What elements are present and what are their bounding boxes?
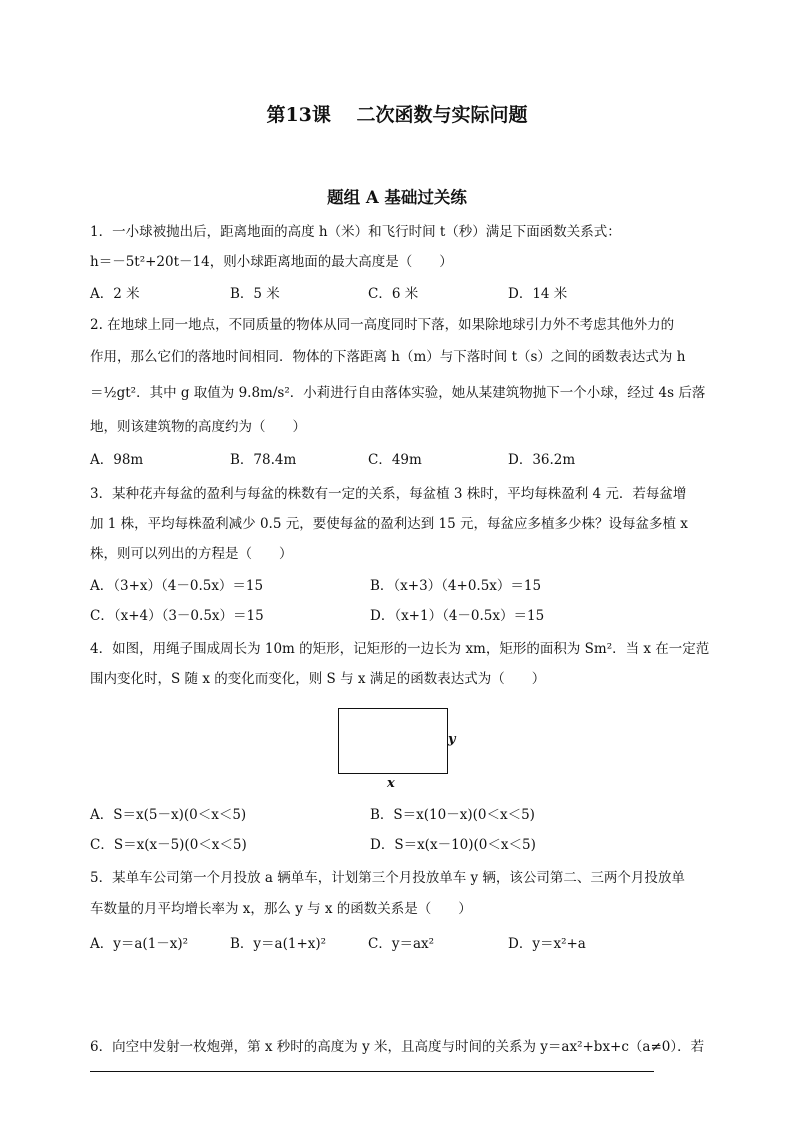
q6-stem-line1: 6．向空中发射一枚炮弹，第 x 秒时的高度为 y 米，且高度与时间的关系为 y＝ax²+bx+c（a≠0）．若 [90,1039,705,1055]
q5-stem-line1: 5．某单车公司第一个月投放 a 辆单车，计划第三个月投放单车 y 辆，该公司第二、三两个月投放单 [90,870,685,886]
q3-stem-line2: 加 1 株，平均每株盈利减少 0.5 元，要使每盆的盈利达到 15 元，每盆应多植多少株？设每盆多植 x [90,516,688,532]
q1-stem-line1: 1．一小球被抛出后，距离地面的高度 h（米）和飞行时间 t（秒）满足下面函数关系式： [90,224,621,240]
figure-side-label: y [448,732,456,747]
lesson-title: 第13课 二次函数与实际问题 [266,104,528,126]
q4-stem-line1: 4．如图，用绳子围成周长为 10m 的矩形，记矩形的一边长为 xm，矩形的面积为 Sm²．当 x 在一定范 [90,641,710,657]
q1-stem-line2: h＝－5t²+20t－14，则小球距离地面的最大高度是（ ） [90,254,453,270]
q1-option-d: D．14 米 [508,286,568,302]
figure-bottom-label: x [387,776,395,791]
q4-option-d: D．S＝x(x－10)(0＜x＜5) [370,837,536,853]
q2-option-c: C．49m [368,452,422,468]
q1-option-c: C．6 米 [368,286,419,302]
q3-stem-line1: 3．某种花卉每盆的盈利与每盆的株数有一定的关系，每盆植 3 株时，平均每株盈利 4 元．若每盆增 [90,486,687,502]
q5-stem-line2: 车数量的月平均增长率为 x，那么 y 与 x 的函数关系是（ ） [90,901,472,917]
q3-option-c: C．（x+4）（3－0.5x）＝15 [90,608,264,624]
q5-option-d: D．y＝x²+a [508,936,586,952]
q2-option-a: A．98m [90,452,144,468]
q5-option-c: C．y＝ax² [368,936,435,952]
q2-option-d: D．36.2m [508,452,576,468]
q2-stem-line3: ＝½gt²．其中 g 取值为 9.8m/s²．小莉进行自由落体实验，她从某建筑物抛下一个小球，经过 4s 后落 [90,385,706,401]
q3-option-d: D．（x+1）（4－0.5x）＝15 [370,608,545,624]
q4-option-b: B．S＝x(10－x)(0＜x＜5) [370,807,535,823]
q2-stem-line2: 作用，那么它们的落地时间相同．物体的下落距离 h（m）与下落时间 t（s）之间的函数表达式为 h [90,349,686,365]
q4-option-c: C．S＝x(x－5)(0＜x＜5) [90,837,247,853]
q4-stem-line2: 围内变化时，S 随 x 的变化而变化，则 S 与 x 满足的函数表达式为（ ） [90,671,546,687]
rectangle-figure [338,708,448,774]
q1-option-a: A．2 米 [90,286,140,302]
group-title: 题组 A 基础过关练 [327,188,467,207]
q4-option-a: A．S＝x(5－x)(0＜x＜5) [90,807,247,823]
q3-option-b: B．（x+3）（4+0.5x）＝15 [370,578,542,594]
q5-option-a: A．y＝a(1－x)² [90,936,189,952]
q3-stem-line3: 株，则可以列出的方程是（ ） [90,546,293,562]
q2-stem-line4: 地，则该建筑物的高度约为（ ） [90,419,306,435]
q2-stem-line1: 2. 在地球上同一地点，不同质量的物体从同一高度同时下落，如果除地球引力外不考虑其他外力的 [90,317,675,333]
q1-option-b: B．5 米 [230,286,280,302]
q5-option-b: B．y＝a(1+x)² [230,936,327,952]
q2-option-b: B．78.4m [230,452,297,468]
page-bottom-rule [90,1071,654,1072]
q3-option-a: A．（3+x）（4－0.5x）＝15 [90,578,264,594]
